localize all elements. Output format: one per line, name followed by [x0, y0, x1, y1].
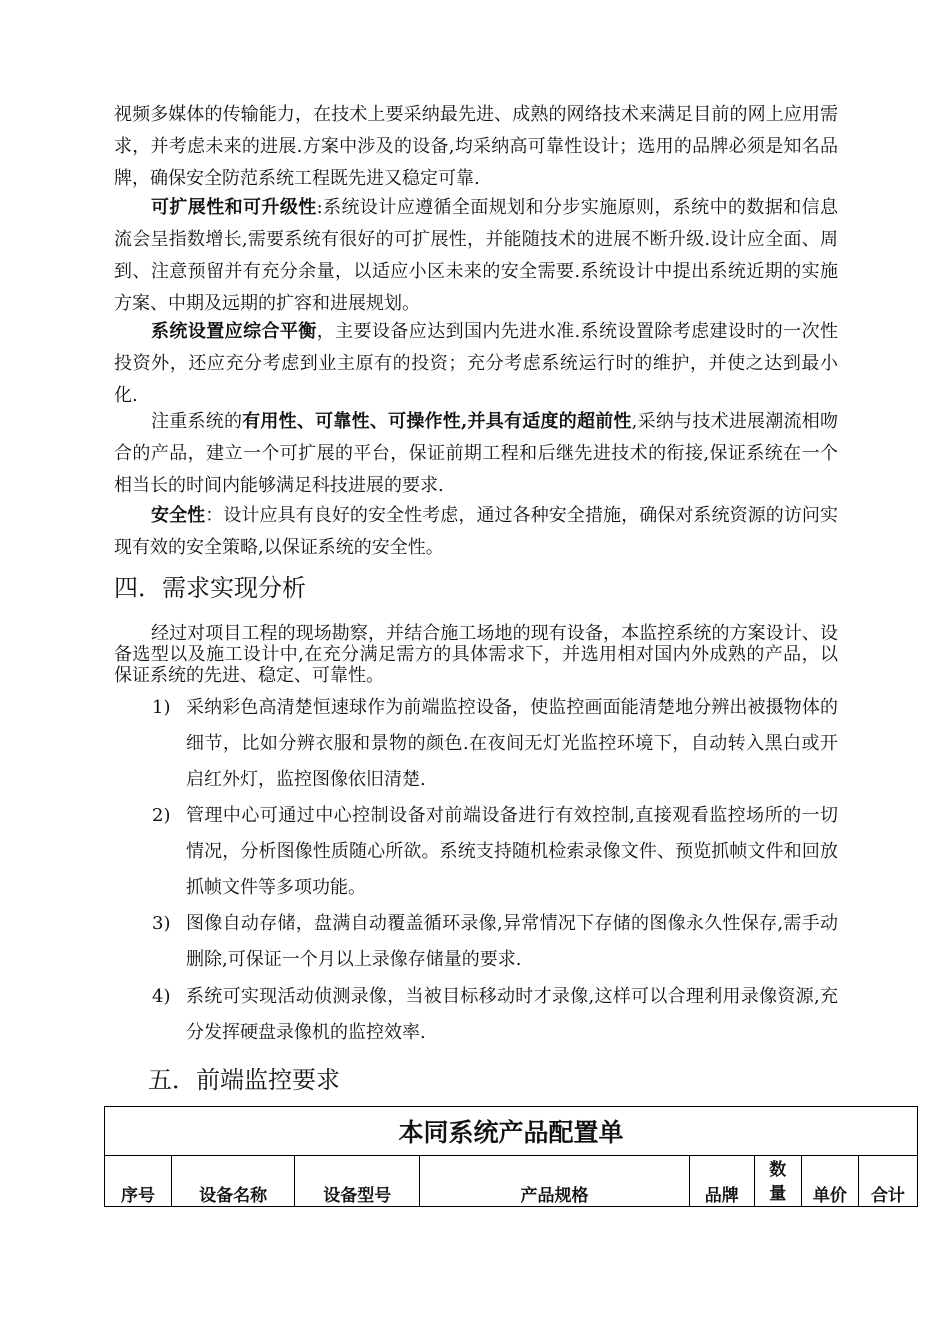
security-term: 安全性	[151, 505, 206, 526]
practicality-text: ,采纳与技术进展潮流相吻合的产品，建立一个可扩展的平台，保证前期工程和后继先进技术的衔接,保证系统在一个相当长的时间内能够满足科技进展的要求.	[114, 411, 838, 496]
header-quantity-line2: 量	[769, 1184, 787, 1204]
header-quantity	[754, 1156, 801, 1207]
section-heading-frontend: 五．前端监控要求	[148, 1066, 340, 1094]
header-device-model: 设备型号	[295, 1156, 420, 1207]
list-item-text: 系统可实现活动侦测录像，当被目标移动时才录像,这样可以合理利用录像资源,充分发挥硬盘录像机的监控效率.	[186, 986, 838, 1043]
list-item	[114, 798, 838, 906]
scalability-term: 可扩展性和可升级性	[151, 197, 317, 218]
config-table-title: 本同系统产品配置单	[105, 1107, 918, 1156]
paragraph-practicality	[114, 406, 838, 502]
list-item	[114, 906, 838, 978]
list-item-text: 采纳彩色高清楚恒速球作为前端监控设备，使监控画面能清楚地分辨出被摄物体的细节，比如分辨衣服和景物的颜色.在夜间无灯光监控环境下，自动转入黑白或开启红外灯，监控图像依旧清楚.	[186, 697, 838, 790]
list-item-text: 管理中心可通过中心控制设备对前端设备进行有效控制,直接观看监控场所的一切情况，分析图像性质随心所欲。系统支持随机检索录像文件、预览抓帧文件和回放抓帧文件等多项功能。	[186, 805, 838, 898]
header-quantity-line1: 数	[769, 1160, 787, 1180]
header-unit-price: 单价	[801, 1156, 858, 1207]
header-total: 合计	[858, 1156, 917, 1207]
header-device-name: 设备名称	[172, 1156, 295, 1207]
balance-term: 系统设置应综合平衡	[151, 321, 317, 342]
list-item-number: 2)	[152, 805, 171, 826]
list-item-number: 1)	[152, 697, 171, 718]
balance-text: ，主要设备应达到国内先进水准.系统设置除考虑建设时的一次性投资外，还应充分考虑到业主原有的投资；充分考虑系统运行时的维护，并使之达到最小化.	[114, 321, 839, 406]
paragraph-security	[114, 500, 838, 564]
header-brand: 品牌	[689, 1156, 754, 1207]
paragraph-balance	[114, 316, 838, 412]
paragraph-scalability	[114, 192, 838, 320]
list-item	[114, 979, 838, 1051]
list-item-number: 3)	[152, 913, 171, 934]
list-item-number: 4)	[152, 986, 171, 1007]
practicality-term: 有用性、可靠性、可操作性,并具有适度的超前性	[242, 411, 632, 432]
product-config-table	[104, 1106, 918, 1207]
paragraph-transmission: 视频多媒体的传输能力，在技术上要采纳最先进、成熟的网络技术来满足目前的网上应用需求，并考虑未来的进展.方案中涉及的设备,均采纳高可靠性设计；选用的品牌必须是知名品牌，确保安全防范系统工程既先进又稳定可靠.	[114, 104, 838, 189]
scalability-text: :系统设计应遵循全面规划和分步实施原则，系统中的数据和信息流会呈指数增长,需要系统有很好的可扩展性，并能随技术的进展不断升级.设计应全面、周到、注意预留并有充分余量，以适应小区未来的安全需要.系统设计中提出系统近期的实施方案、中期及远期的扩容和进展规划。	[114, 197, 839, 314]
practicality-prefix: 注重系统的	[151, 411, 243, 432]
section-heading-requirements: 四．需求实现分析	[114, 574, 306, 602]
header-seq: 序号	[105, 1156, 172, 1207]
config-table-header-row	[105, 1156, 918, 1207]
security-text: ：设计应具有良好的安全性考虑，通过各种安全措施，确保对系统资源的访问实现有效的安全策略,以保证系统的安全性。	[114, 505, 839, 558]
list-item	[114, 690, 838, 798]
section-intro: 经过对项目工程的现场勘察，并结合施工场地的现有设备，本监控系统的方案设计、设备选型以及施工设计中,在充分满足需方的具体需求下，并选用相对国内外成熟的产品，以保证系统的先进、稳定、可靠性。	[114, 623, 838, 686]
list-item-text: 图像自动存储，盘满自动覆盖循环录像,异常情况下存储的图像永久性保存,需手动删除,可保证一个月以上录像存储量的要求.	[186, 913, 838, 970]
header-product-spec: 产品规格	[420, 1156, 689, 1207]
